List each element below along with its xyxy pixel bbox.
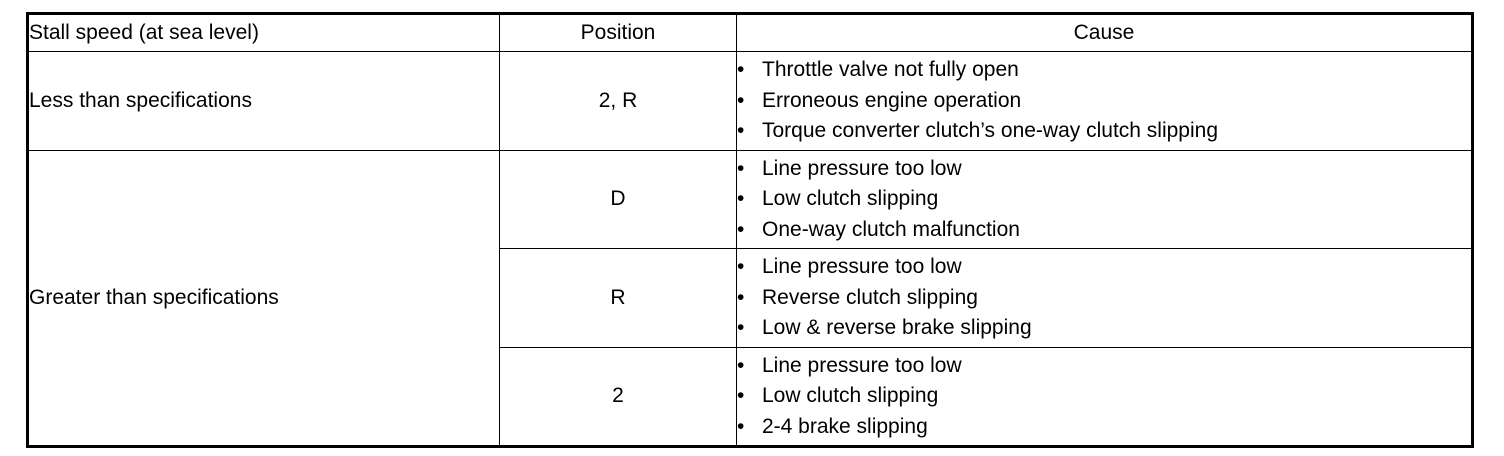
bullet-icon: • xyxy=(737,414,745,438)
position-cell: R xyxy=(500,249,737,348)
cause-cell xyxy=(737,249,1473,348)
cause-text: Torque converter clutch’s one-way clutch slipping xyxy=(762,119,1219,142)
bullet-icon: • xyxy=(737,353,745,377)
bullet-icon: • xyxy=(737,316,745,339)
cause-text: Erroneous engine operation xyxy=(762,88,1022,112)
list-item xyxy=(737,412,1471,443)
list-item xyxy=(737,252,1471,283)
position-cell: 2, R xyxy=(500,52,737,151)
bullet-icon: • xyxy=(737,156,745,180)
cause-text: Reverse clutch slipping xyxy=(762,285,978,309)
cause-text: Low & reverse brake slipping xyxy=(762,316,1032,339)
cause-list xyxy=(737,52,1471,150)
list-item xyxy=(737,184,1471,215)
bullet-icon: • xyxy=(737,285,745,309)
list-item xyxy=(737,351,1471,382)
cause-list xyxy=(737,249,1471,347)
cause-text: Low clutch slipping xyxy=(762,187,939,210)
bullet-icon: • xyxy=(737,58,745,81)
bullet-icon: • xyxy=(737,217,745,241)
cause-cell xyxy=(737,347,1473,447)
stall-speed-cell: Greater than specifications xyxy=(28,150,500,447)
cause-list xyxy=(737,348,1471,446)
cause-cell xyxy=(737,150,1473,249)
cause-text: Line pressure too low xyxy=(762,156,962,180)
header-position: Position xyxy=(500,14,737,52)
cause-text: Throttle valve not fully open xyxy=(762,58,1019,81)
table-row xyxy=(28,52,1473,151)
cause-text: Low clutch slipping xyxy=(762,384,939,407)
bullet-icon: • xyxy=(737,187,745,210)
list-item xyxy=(737,116,1471,147)
cause-text: One-way clutch malfunction xyxy=(762,217,1020,241)
position-cell: D xyxy=(500,150,737,249)
bullet-icon: • xyxy=(737,255,745,278)
header-cause: Cause xyxy=(737,14,1473,52)
list-item xyxy=(737,86,1471,117)
stall-speed-table xyxy=(26,12,1474,448)
list-item xyxy=(737,154,1471,185)
bullet-icon: • xyxy=(737,88,745,112)
list-item xyxy=(737,381,1471,412)
list-item xyxy=(737,283,1471,314)
list-item xyxy=(737,55,1471,86)
cause-list xyxy=(737,151,1471,249)
list-item xyxy=(737,215,1471,246)
bullet-icon: • xyxy=(737,119,745,142)
list-item xyxy=(737,313,1471,344)
position-cell: 2 xyxy=(500,347,737,447)
cause-text: 2-4 brake slipping xyxy=(762,414,928,438)
cause-cell xyxy=(737,52,1473,151)
cause-text: Line pressure too low xyxy=(762,353,962,377)
header-stall-speed: Stall speed (at sea level) xyxy=(28,14,500,52)
bullet-icon: • xyxy=(737,384,745,407)
cause-text: Line pressure too low xyxy=(762,255,962,278)
table-row xyxy=(28,150,1473,249)
table-header-row xyxy=(28,14,1473,52)
stall-speed-cell: Less than specifications xyxy=(28,52,500,151)
